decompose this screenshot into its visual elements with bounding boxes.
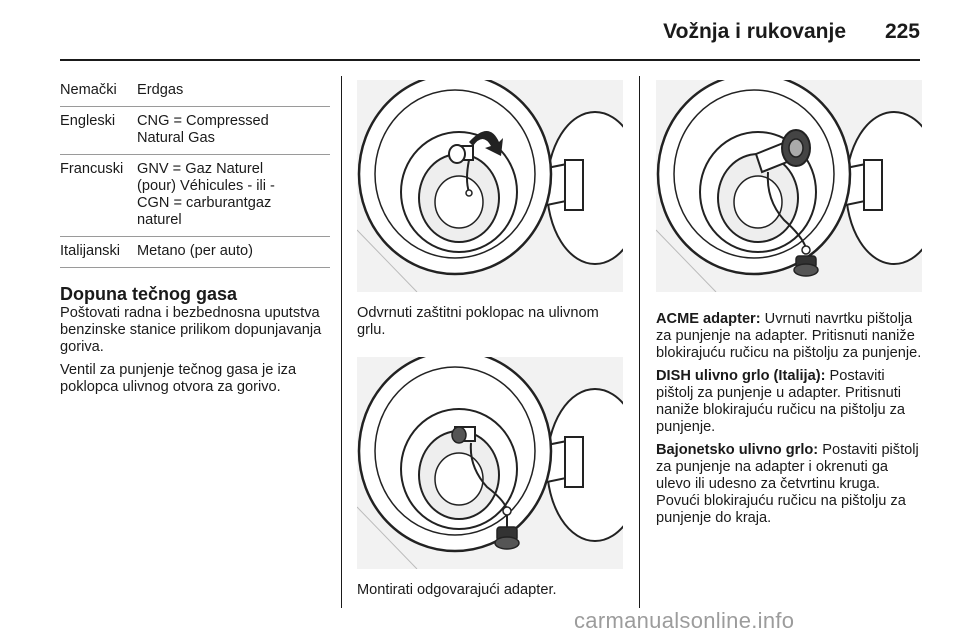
column-divider-1 xyxy=(341,76,342,608)
section-title: Dopuna tečnog gasa xyxy=(60,284,238,304)
adapter-bayonet xyxy=(656,442,922,527)
fuel-filler-illustration-1 xyxy=(357,80,623,292)
column-middle xyxy=(357,80,623,599)
adapter-text: Uvrnuti navrtku pištolja za punjenje na adapter. Pritisnuti naniže blokirajuću ručicu na pištolju za punjenje. xyxy=(656,311,922,361)
name-line: GNV = Gaz Naturel xyxy=(137,161,264,177)
adapter-label: DISH ulivno grlo (Italija): xyxy=(656,368,826,384)
adapter-acme xyxy=(656,311,922,362)
adapter-label: ACME adapter: xyxy=(656,311,761,327)
paragraph-safety: Poštovati radna i bezbednosna uputstva benzinske stanice prilikom dopunjavanja goriva. xyxy=(60,305,322,355)
adapter-text: Postaviti pištolj za punjenje na adapter i okrenuti ga ulevo ili udesno za četvrtinu kruga. Povući blokirajuću ručicu na pištolju za punjenje do kraja. xyxy=(656,442,919,526)
language-cell: Francuski xyxy=(60,155,137,237)
language-cell: Italijanski xyxy=(60,237,137,268)
name-cell xyxy=(137,107,330,155)
name-cell xyxy=(137,237,330,268)
name-cell xyxy=(137,155,330,237)
figure-mount-adapter xyxy=(357,357,623,569)
adapter-dish xyxy=(656,368,922,436)
language-cell: Engleski xyxy=(60,107,137,155)
paragraph-valve-location: Ventil za punjenje tečnog gasa je iza poklopca ulivnog otvora za gorivo. xyxy=(60,362,297,395)
watermark: carmanualsonline.info xyxy=(574,608,795,633)
name-line: Natural Gas xyxy=(137,130,215,146)
language-cell: Nemački xyxy=(60,80,137,107)
page-header xyxy=(60,16,920,60)
table-row xyxy=(60,80,330,107)
name-line: Metano (per auto) xyxy=(137,243,254,259)
fuel-filler-illustration-3 xyxy=(656,80,922,292)
name-line: naturel xyxy=(137,212,182,228)
name-line: (pour) Véhicules - ili - xyxy=(137,178,275,194)
name-line: Erdgas xyxy=(137,82,184,98)
column-right xyxy=(656,80,922,527)
name-cell xyxy=(137,80,330,107)
adapter-label: Bajonetsko ulivno grlo: xyxy=(656,442,819,458)
table-row xyxy=(60,155,330,237)
column-left xyxy=(60,80,330,396)
figure-caption-2: Montirati odgovarajući adapter. xyxy=(357,582,557,598)
header-rule xyxy=(60,59,920,61)
figure-unscrew-cap xyxy=(357,80,623,292)
figure-acme-adapter xyxy=(656,80,922,292)
fuel-filler-illustration-2 xyxy=(357,357,623,569)
table-row xyxy=(60,237,330,268)
spacer xyxy=(357,339,623,357)
name-line: CNG = Compressed xyxy=(137,113,269,129)
column-divider-2 xyxy=(639,76,640,608)
gas-names-table xyxy=(60,80,330,268)
page-number: 225 xyxy=(884,20,920,43)
name-line: CGN = carburantgaz xyxy=(137,195,272,211)
chapter-title: Vožnja i rukovanje xyxy=(663,20,846,43)
adapter-text: Postaviti pištolj za punjenje u adapter. Pritisnuti naniže blokirajuću ručicu na pištolju za punjenje. xyxy=(656,368,906,435)
table-row xyxy=(60,107,330,155)
figure-caption-1: Odvrnuti zaštitni poklopac na ulivnom grlu. xyxy=(357,305,599,338)
